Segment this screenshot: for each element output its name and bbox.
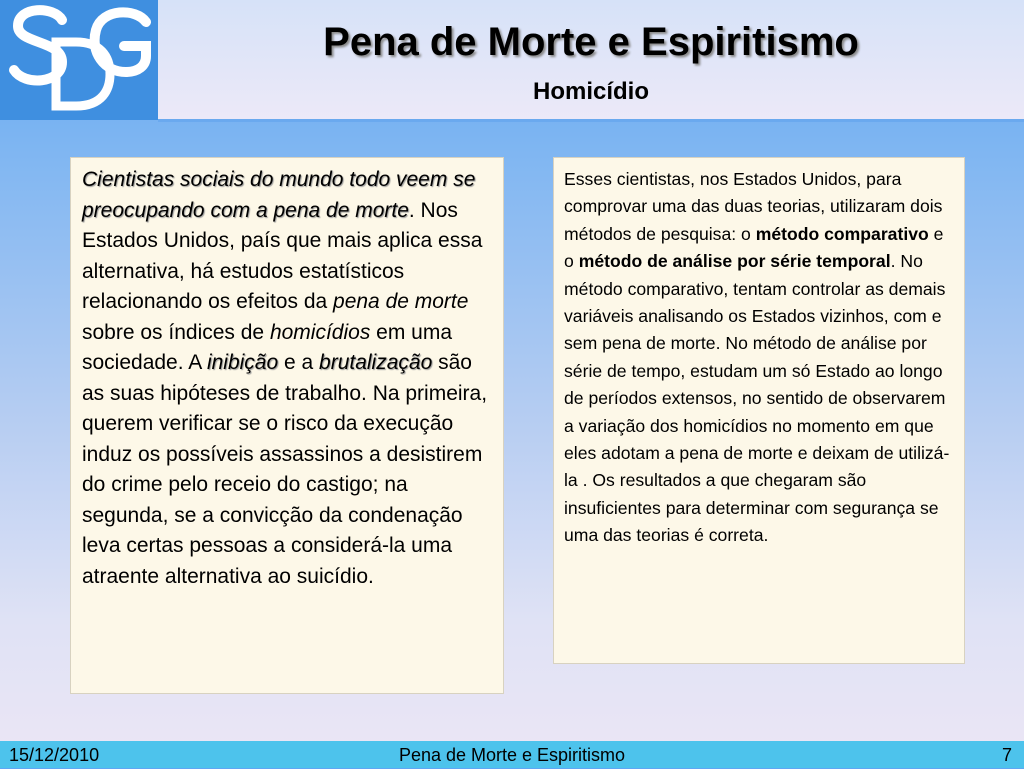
left-italic-phrase-3: homicídios xyxy=(269,320,371,344)
right-bold-phrase-2: método de análise por série temporal xyxy=(578,251,891,272)
header-divider xyxy=(158,119,1024,122)
slide-subtitle: Homicídio xyxy=(532,78,649,105)
left-italic-phrase-5: brutalização xyxy=(319,351,433,374)
slide-number: 7 xyxy=(1001,745,1012,765)
left-text-10: são as suas hipóteses de trabalho. Na primeira, querem verificar se o risco da execução induz os possíveis assassinos a desistirem do crime pelo receio do castigo; na segunda, se a convicção da condenação leva certas pessoas a considerá-la uma atraente alternativa ao suicídio. xyxy=(82,351,488,588)
right-text-box xyxy=(553,157,965,664)
left-italic-phrase-1: Cientistas sociais do mundo todo veem se preocupando com a pena de morte xyxy=(82,168,476,222)
right-bold-phrase-1: método comparativo xyxy=(755,223,929,244)
sdg-logo-icon xyxy=(0,0,158,120)
left-text-8: e a xyxy=(278,351,320,374)
left-text-6: em uma sociedade. A xyxy=(82,320,453,374)
footer-date: 15/12/2010 xyxy=(9,745,100,765)
left-text-4: sobre os índices de xyxy=(82,320,270,344)
footer-title: Pena de Morte e Espiritismo xyxy=(398,745,626,765)
left-text-box xyxy=(70,157,504,694)
slide-footer xyxy=(0,741,1024,768)
slide-title: Pena de Morte e Espiritismo xyxy=(323,20,859,64)
left-italic-phrase-4: inibição xyxy=(206,351,279,374)
right-text-3: e o xyxy=(564,223,944,272)
left-text-2: . Nos Estados Unidos, país que mais aplica essa alternativa, há estudos estatísticos relacionando os efeitos da xyxy=(82,198,483,313)
left-italic-phrase-2: pena de morte xyxy=(333,290,469,313)
right-text-5: . No método comparativo, tentam controlar as demais variáveis analisando os Estados vizinhos, com e sem pena de morte. No método de análise por série de tempo, estudam um só Estado ao longo de períodos extensos, no sentido de observarem a variação dos homicídios no momento em que eles adotam a pena de morte e deixam de utilizá-la . Os resultados a que chegaram são insuficientes para determinar com segurança se uma das teorias é correta. xyxy=(564,251,950,546)
right-text-1: Esses cientistas, nos Estados Unidos, para comprovar uma das duas teorias, utilizaram dois métodos de pesquisa: o xyxy=(564,169,943,244)
